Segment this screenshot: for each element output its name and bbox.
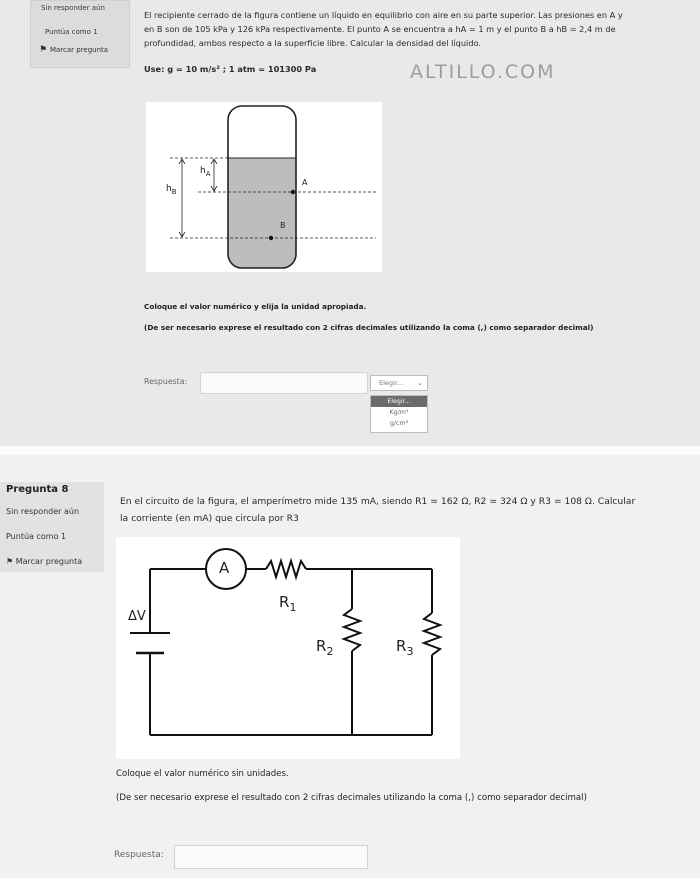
flag-question-link[interactable] — [6, 557, 82, 566]
question-text — [144, 8, 689, 50]
question-8-panel — [0, 455, 700, 878]
instruction-line: (De ser necesario exprese el resultado con 2 cifras decimales utilizando la coma (,) como separador decimal) — [144, 323, 594, 332]
question-text-line: En el circuito de la figura, el amperímetro mide 135 mA, siendo R1 = 162 Ω, R2 = 324 Ω y R3 = 108 Ω. Calcular — [120, 496, 636, 507]
unit-option[interactable]: Elegir... — [371, 396, 427, 407]
question-info-box — [30, 0, 130, 68]
flag-question-link[interactable] — [39, 45, 108, 55]
unit-dropdown-list — [370, 395, 428, 433]
liquid-fill — [228, 158, 296, 268]
unit-select[interactable] — [370, 375, 428, 391]
answer-label: Respuesta: — [144, 377, 188, 386]
instruction-line: Coloque el valor numérico sin unidades. — [116, 769, 289, 779]
question-text-line: en B son de 105 kPa y 126 kPa respectivamente. El punto A se encuentra a hA = 1 m y el punto B a hB = 2,4 m de — [144, 24, 616, 34]
flag-icon: ⚑ — [39, 45, 48, 55]
r1-label: $R_1$ — [279, 593, 297, 614]
question-points: Puntúa como 1 — [6, 532, 67, 541]
select-value: Elegir... — [379, 379, 404, 387]
question-points: Puntúa como 1 — [45, 28, 98, 36]
question-text-line: la corriente (en mA) que circula por R3 — [120, 513, 299, 524]
ammeter-label: A — [219, 559, 230, 577]
chevron-down-icon: ⌄ — [417, 379, 423, 387]
circuit-figure — [116, 537, 460, 759]
resistor-r3 — [424, 613, 440, 655]
flag-label: Marcar pregunta — [15, 557, 83, 566]
question-status: Sin responder aún — [6, 507, 80, 516]
resistor-r1 — [266, 561, 306, 577]
point-a — [291, 190, 295, 194]
hb-label: $h_B$ — [166, 184, 177, 196]
question-text-line: profundidad, ambos respecto a la superficie libre. Calcular la densidad del líquido. — [144, 38, 481, 48]
question-number: Pregunta 8 — [6, 484, 69, 495]
screenshot-divider — [0, 446, 700, 455]
answer-input[interactable] — [200, 372, 368, 394]
flag-label: Marcar pregunta — [49, 46, 109, 54]
point-b — [269, 236, 273, 240]
resistor-r2 — [344, 609, 360, 651]
watermark: ALTILLO.COM — [410, 61, 556, 83]
r3-label: $R_3$ — [396, 637, 414, 658]
source-label: ΔV — [128, 609, 146, 624]
question-text-line: El recipiente cerrado de la figura contiene un líquido en equilibrio con aire en su parte superior. Las presiones en A y — [144, 10, 623, 20]
tank-diagram — [146, 102, 382, 272]
answer-label: Respuesta: — [114, 850, 164, 860]
point-b-label: B — [280, 221, 286, 230]
unit-option[interactable]: Kg/m³ — [389, 409, 409, 416]
r2-label: $R_2$ — [316, 637, 334, 658]
ha-label: $h_A$ — [200, 166, 211, 178]
unit-option[interactable]: g/cm³ — [389, 420, 409, 427]
question-text — [120, 493, 695, 527]
question-status: Sin responder aún — [41, 4, 105, 12]
answer-input[interactable] — [174, 845, 368, 869]
instruction-line: Coloque el valor numérico y elija la unidad apropiada. — [144, 302, 367, 311]
flag-icon: ⚑ — [6, 557, 14, 566]
point-a-label: A — [302, 178, 308, 187]
constants-line: Use: g = 10 m/s² ; 1 atm = 101300 Pa — [144, 64, 317, 74]
tank-figure — [146, 102, 382, 272]
instruction-line: (De ser necesario exprese el resultado con 2 cifras decimales utilizando la coma (,) como separador decimal) — [116, 793, 587, 803]
